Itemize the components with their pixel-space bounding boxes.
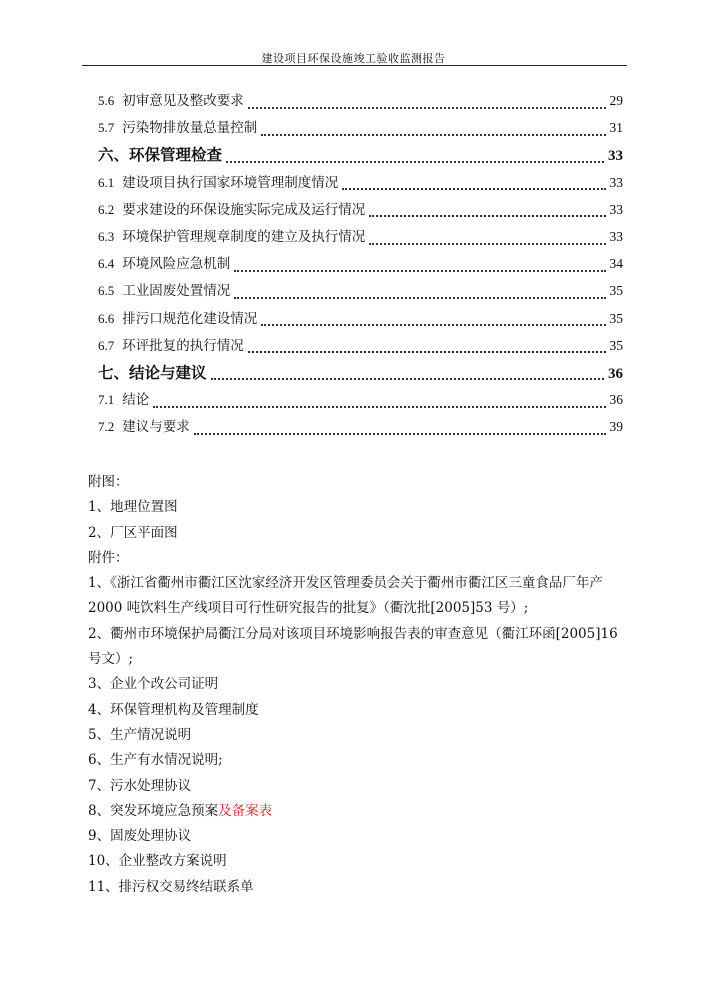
attachment-item-highlight: 及备案表 (218, 802, 273, 819)
toc-entry-number: 6.4 (98, 256, 115, 272)
toc-entry-row[interactable] (98, 415, 623, 442)
toc-dot-leader (248, 341, 606, 353)
toc-entry-title: 结论 (122, 392, 150, 409)
toc-entry-number: 6.1 (98, 174, 115, 190)
toc-entry-number: 6.2 (98, 201, 115, 217)
toc-page-number: 35 (609, 310, 623, 326)
figures-heading: 附图： (88, 474, 129, 490)
attachment-item: 7、污水处理协议 (88, 777, 192, 794)
toc-entry-title: 排污口规范化建设情况 (122, 310, 258, 327)
table-of-contents (98, 89, 623, 442)
toc-entry-number: 7.2 (98, 419, 115, 435)
toc-dot-leader (226, 151, 604, 163)
toc-entry-title: 污染物排放量总量控制 (122, 120, 258, 137)
attachment-item-text: 8、突发环境应急预案 (88, 802, 219, 819)
toc-entry-row[interactable] (98, 89, 623, 116)
toc-chapter-row[interactable] (98, 361, 623, 388)
attachment-item: 2、衢州市环境保护局衢江分局对该项目环境影响报告表的审查意见（衢江环函[2005]16 (88, 625, 618, 642)
attachment-item: 1、《浙江省衢州市衢江区沈家经济开发区管理委员会关于衢州市衢江区三童食品厂年产 (88, 575, 603, 592)
toc-page-number: 35 (609, 337, 623, 353)
attachment-item-continued: 号文）; (88, 651, 134, 668)
toc-page-number: 34 (609, 256, 623, 272)
toc-page-number: 36 (608, 365, 623, 382)
attachment-item (88, 799, 628, 824)
toc-entry-number: 7.1 (98, 392, 115, 408)
toc-page-number: 39 (609, 419, 623, 435)
toc-entry-title: 六、环保管理检查 (98, 145, 223, 165)
toc-entry-row[interactable] (98, 279, 623, 306)
toc-dot-leader (211, 368, 604, 380)
attachment-item-continued: 2000 吨饮料生产线项目可行性研究报告的批复》（衢沈批[2005]53 号）; (88, 600, 529, 617)
toc-dot-leader (342, 178, 605, 190)
toc-page-number: 35 (609, 283, 623, 299)
toc-entry-row[interactable] (98, 307, 623, 334)
toc-entry-number: 6.6 (98, 310, 115, 326)
figure-item: 1、地理位置图 (88, 499, 178, 516)
figure-item: 2、厂区平面图 (88, 524, 178, 541)
header-rule (82, 65, 627, 66)
toc-page-number: 29 (609, 93, 623, 108)
toc-entry-title: 环境保护管理规章制度的建立及执行情况 (122, 228, 366, 245)
toc-page-number: 36 (609, 392, 623, 408)
toc-page-number: 33 (608, 148, 623, 165)
toc-entry-row[interactable] (98, 116, 623, 143)
toc-entry-title: 要求建设的环保设施实际完成及运行情况 (122, 201, 366, 218)
toc-entry-row[interactable] (98, 388, 623, 415)
toc-page-number: 33 (609, 228, 623, 244)
appendix-list (88, 470, 628, 900)
toc-dot-leader (261, 314, 605, 326)
toc-page-number: 33 (609, 201, 623, 217)
toc-dot-leader (369, 233, 605, 245)
attachments-heading: 附件： (88, 549, 129, 566)
toc-entry-title: 初审意见及整改要求 (122, 93, 244, 109)
attachment-item: 10、企业整改方案说明 (88, 853, 227, 870)
attachment-item: 11、排污权交易终结联系单 (88, 878, 254, 895)
toc-dot-leader (234, 260, 605, 272)
toc-entry-title: 工业固废处置情况 (122, 283, 231, 300)
toc-entry-title: 环评批复的执行情况 (122, 337, 244, 354)
attachment-item: 4、环保管理机构及管理制度 (88, 701, 259, 718)
toc-dot-leader (261, 124, 605, 136)
toc-chapter-row[interactable] (98, 143, 623, 170)
attachment-item: 6、生产有水情况说明; (88, 752, 223, 769)
toc-entry-number: 5.6 (98, 93, 115, 108)
toc-entry-row[interactable] (98, 225, 623, 252)
toc-dot-leader (153, 396, 605, 408)
toc-dot-leader (248, 97, 606, 109)
toc-dot-leader (234, 287, 605, 299)
toc-entry-row[interactable] (98, 252, 623, 279)
attachment-item: 3、企业个改公司证明 (88, 676, 219, 693)
attachment-item: 9、固废处理协议 (88, 828, 192, 845)
toc-entry-title: 建设项目执行国家环境管理制度情况 (122, 174, 339, 191)
toc-dot-leader (194, 423, 606, 435)
toc-entry-row[interactable] (98, 171, 623, 198)
toc-entry-title: 环境风险应急机制 (122, 256, 231, 273)
attachment-item: 5、生产情况说明 (88, 726, 192, 743)
toc-page-number: 33 (609, 174, 623, 190)
header-title: 建设项目环保设施竣工验收监测报告 (261, 52, 446, 65)
toc-dot-leader (369, 205, 605, 217)
toc-page-number: 31 (609, 120, 623, 136)
toc-entry-number: 6.5 (98, 283, 115, 299)
toc-entry-number: 5.7 (98, 120, 115, 136)
toc-entry-number: 6.3 (98, 228, 115, 244)
toc-entry-number: 6.7 (98, 337, 115, 353)
toc-entry-title: 七、结论与建议 (98, 362, 207, 382)
toc-entry-row[interactable] (98, 198, 623, 225)
toc-entry-row[interactable] (98, 334, 623, 361)
toc-entry-title: 建议与要求 (122, 419, 190, 436)
